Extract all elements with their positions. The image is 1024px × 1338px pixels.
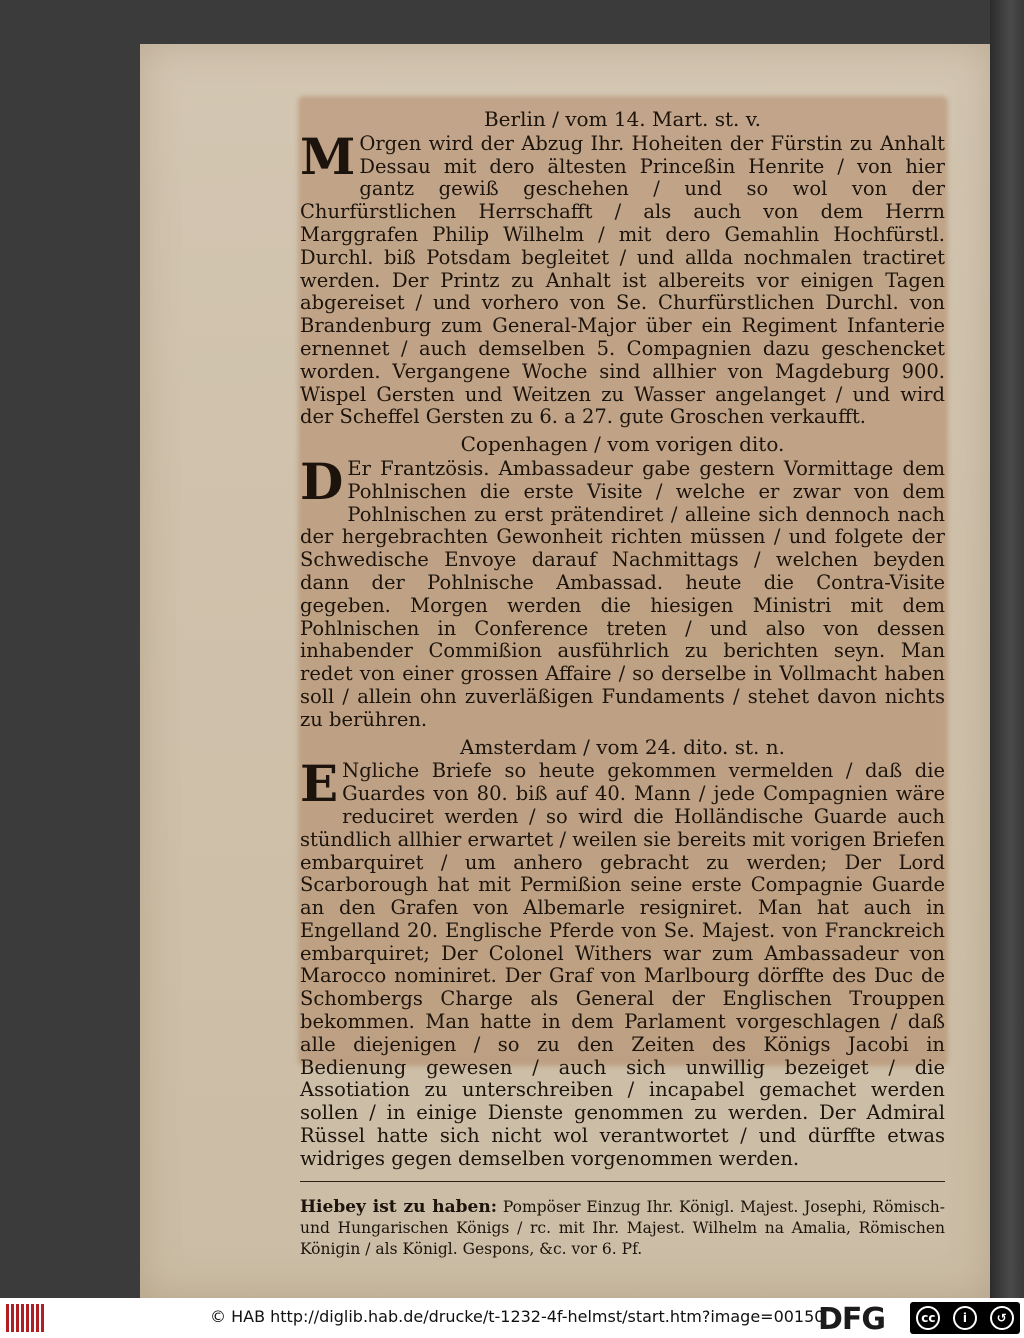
footer-rule	[300, 1181, 945, 1182]
license-badge[interactable]	[910, 1302, 1020, 1334]
amsterdam-paragraph	[300, 754, 945, 1170]
berlin-text: Orgen wird der Abzug Ihr. Hoheiten der Fürstin zu Anhalt Dessau mit dero ältesten Princeßin Henrite / von hier gantz gewiß geschehen / und so wol von der Churfürstlichen Herrschafft / als auch von dem Herrn Marggrafen Philip Wilhelm / mit dero Gemahlin Hochfürstl. Durchl. biß Potsdam begleitet / und allda nochmalen tractiret werden. Der Printz zu Anhalt ist albereits vor einigen Tagen abgereiset / und vorhero von Se. Churfürstlichen Durchl. von Brandenburg zum General-Major über ein Regiment Infanterie ernennet / auch demselben 5. Compagnien dazu geschencket worden. Vergangene Woche sind allhier von Magdeburg 900. Wispel Gersten und Weitzen zu Wasser angelanget / und wird der Scheffel Gersten zu 6. a 27. gute Groschen verkaufft.	[300, 131, 945, 429]
copenhagen-text: Er Frantzösis. Ambassadeur gabe gestern Vormittage dem Pohlnischen die erste Visite / welche er zwar von dem Pohlnischen zu erst prätendiret / alleine sich dennoch nach der hergebrachten Gewonheit richten müssen / und folgete der Schwedische Envoye darauf Nachmittags / welchen beyden dann der Pohlnische Ambassad. heute die Contra-Visite gegeben. Morgen werden die hiesigen Ministri mit dem Pohlnischen in Conference treten / und also von dessen inhabender Commißion ausführlich zu berichten seyn. Man redet von einer grossen Affaire / so derselbe in Vollmacht haben soll / allein ohn zuverläßigen Fundaments / stehet davon nichts zu berühren.	[300, 456, 945, 731]
book-spine	[990, 0, 1024, 1298]
advertisement-text: Pompöser Einzug Ihr. Königl. Majest. Josephi, Römisch- und Hungarischen Königs / rc. mit Ihr. Majest. Wilhelm na Amalia, Römischen Königin / als Königl. Gespons, &c. vor 6. Pf.	[300, 1198, 945, 1259]
berlin-initial: M	[300, 126, 356, 186]
berlin-heading: Berlin / vom 14. Mart. st. v.	[483, 107, 762, 131]
dfg-logo[interactable]: DFG	[818, 1302, 886, 1337]
newspaper-page	[140, 44, 990, 1298]
hab-logo-icon[interactable]	[6, 1304, 46, 1332]
copenhagen-initial: D	[300, 451, 344, 511]
amsterdam-text: Ngliche Briefe so heute gekommen vermelden / daß die Guardes von 80. biß auf 40. Mann / jede Compagnien wäre reduciret werden / so wird die Holländische Guarde auch stündlich allhier erwartet / weilen sie bereits mit vorigen Briefen embarquiret / um anhero gebracht zu werden; Der Lord Scarborough hat mit Permißion seine erste Compagnie Guarde an den Grafen von Albemarle resigniret. Man hat auch in Engelland 20. Englische Pferde von Se. Majest. von Franckreich embarquiret; Der Colonel Withers war zum Ambassadeur von Marocco nominiret. Der Graf von Marlbourg dörffte des Duc de Schombergs Charge als General der Englischen Trouppen bekommen. Man hatte in dem Parlament vorgeschlagen / daß alle diejenigen / so zu den Zeiten des Königs Jacobi in Bedienung gewesen / auch sich unwillig bezeiget / die Assotiation zu unterschreiben / incapabel gemachet werden sollen / in einige Dienste genommen zu werden. Der Admiral Rüssel hatte sich nicht wol verantwortet / und dürffte etwas widriges gegen demselben vorgenommen werden.	[300, 759, 945, 1170]
copenhagen-paragraph	[300, 451, 945, 732]
copyright-link[interactable]: © HAB http://diglib.hab.de/drucke/t-1232-4f-helmst/start.htm?image=00150	[210, 1307, 825, 1326]
sa-icon: ↺	[990, 1306, 1014, 1330]
advertisement-notice	[300, 1197, 945, 1260]
amsterdam-heading: Amsterdam / vom 24. dito. st. n.	[460, 734, 785, 759]
viewer-footer-bar	[0, 1298, 1024, 1338]
article-body	[300, 104, 945, 1276]
berlin-paragraph	[300, 126, 945, 429]
advertisement-label: Hiebey ist zu haben:	[300, 1197, 498, 1218]
by-icon: i	[953, 1306, 977, 1330]
amsterdam-initial: E	[300, 754, 339, 814]
copenhagen-heading: Copenhagen / vom vorigen dito.	[460, 432, 785, 457]
cc-icon: cc	[916, 1306, 940, 1330]
